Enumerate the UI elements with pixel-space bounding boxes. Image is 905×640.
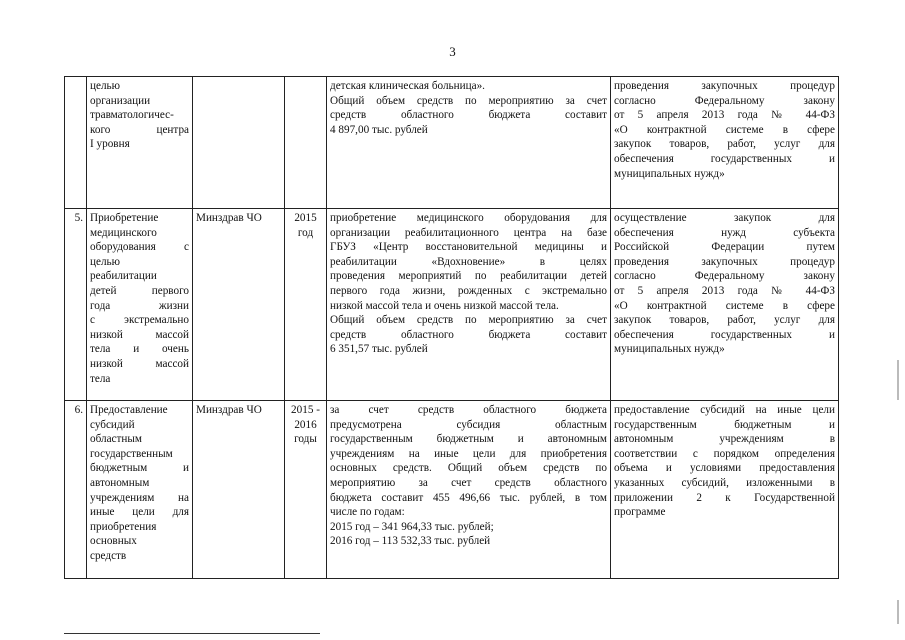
measure-name-line: Предоставление xyxy=(90,404,168,416)
content-line: 2016 год – 113 532,33 тыс. рублей xyxy=(330,535,491,548)
table-row xyxy=(65,209,839,401)
mechanism-line: обеспечения государственных и xyxy=(614,152,835,165)
measure-name-line: бюджетным и xyxy=(90,462,189,475)
measure-name-line: автономным xyxy=(90,476,150,489)
row-number-cell: 5. xyxy=(65,209,87,401)
measure-name-cell xyxy=(87,209,193,401)
page-number: 3 xyxy=(449,44,456,59)
mechanism-line: объема и условиями предоставления xyxy=(614,462,835,475)
content-line: 2015 год – 341 964,33 тыс. рублей; xyxy=(330,520,494,533)
period-line: 2016 xyxy=(294,418,317,431)
mechanism-line: от 5 апреля 2013 года № 44-ФЗ xyxy=(614,109,835,122)
content-line: приобретение медицинского оборудования для xyxy=(330,212,607,224)
content-line: ГБУЗ «Центр восстановительной медицины и xyxy=(330,241,607,254)
content-line: средств областного бюджета составит xyxy=(330,328,607,341)
measure-name-line: иные цели для xyxy=(90,506,189,519)
mechanism-line: согласно Федеральному закону xyxy=(614,270,835,283)
content-line: мероприятию за счет средств областного xyxy=(330,476,607,489)
content-line: Общий объем средств по мероприятию за счет xyxy=(330,314,607,327)
mechanism-line: «О контрактной системе в сфере xyxy=(614,299,835,312)
row-number-cell xyxy=(65,77,87,209)
mechanism-line: от 5 апреля 2013 года № 44-ФЗ xyxy=(614,284,835,297)
content-cell xyxy=(327,209,611,401)
content-line: учреждениям на иные цели для приобретения xyxy=(330,447,607,460)
measure-name-line: детей первого xyxy=(90,284,189,297)
content-line: 6 351,57 тыс. рублей xyxy=(330,343,428,356)
mechanism-cell xyxy=(611,77,839,209)
executor-cell: Минздрав ЧО xyxy=(193,209,285,401)
measures-table xyxy=(64,76,839,579)
mechanism-line: Российской Федерации путем xyxy=(614,241,835,254)
measure-name-cell xyxy=(87,401,193,579)
content-line: реабилитации «Вдохновение» в целях xyxy=(330,255,607,268)
content-line: числе по годам: xyxy=(330,506,405,519)
content-line: государственным бюджетным и автономным xyxy=(330,433,607,446)
scan-artifact xyxy=(897,600,899,624)
measure-name-line: I уровня xyxy=(90,138,130,151)
content-line: низкой массой тела и очень низкой массой тела. xyxy=(330,299,559,312)
measure-name-line: целью xyxy=(90,255,120,268)
mechanism-line: согласно Федеральному закону xyxy=(614,94,835,107)
mechanism-line: закупок товаров, работ, услуг для xyxy=(614,138,835,151)
measure-name-line: тела xyxy=(90,372,111,385)
period-cell xyxy=(285,209,327,401)
mechanism-line: автономным учреждениям в xyxy=(614,433,835,446)
measure-name-line: учреждениям на xyxy=(90,491,189,504)
period-line: 2015 xyxy=(294,212,317,224)
mechanism-line: указанных субсидий, изложенными в xyxy=(614,476,835,489)
measure-name-line: тела и очень xyxy=(90,343,189,356)
content-line: основных средств. Общий объем средств по xyxy=(330,462,607,475)
mechanism-line: обеспечения нужд субъекта xyxy=(614,226,835,239)
content-line: первого года жизни, рожденных с экстремально xyxy=(330,284,607,297)
mechanism-line: осуществление закупок для xyxy=(614,212,835,224)
period-line: год xyxy=(297,226,314,239)
measure-name-line: Приобретение xyxy=(90,212,159,224)
content-line: за счет средств областного бюджета xyxy=(330,404,607,416)
mechanism-cell xyxy=(611,209,839,401)
measure-name-line: с экстремально xyxy=(90,314,189,327)
period-line: годы xyxy=(294,433,317,446)
measure-name-line: кого центра xyxy=(90,123,189,136)
measure-name-line: низкой массой xyxy=(90,328,189,341)
measure-name-line: травматологичес- xyxy=(90,109,174,122)
measure-name-line: низкой массой xyxy=(90,357,189,370)
measure-name-line: областным xyxy=(90,433,142,446)
mechanism-line: муниципальных нужд» xyxy=(614,167,725,180)
content-line: проведения мероприятий по реабилитации детей xyxy=(330,270,607,283)
mechanism-line: обеспечения государственных и xyxy=(614,328,835,341)
content-line: средств областного бюджета составит xyxy=(330,109,607,122)
mechanism-line: проведения закупочных процедур xyxy=(614,255,835,268)
table-row xyxy=(65,401,839,579)
mechanism-line: соответствии с порядком определения xyxy=(614,447,835,460)
content-line: 4 897,00 тыс. рублей xyxy=(330,123,428,136)
measure-name-line: медицинского xyxy=(90,226,157,239)
content-line: бюджета составит 455 496,66 тыс. рублей, в том xyxy=(330,491,607,504)
footnote-rule xyxy=(64,633,320,634)
measure-name-cell xyxy=(87,77,193,209)
mechanism-line: муниципальных нужд» xyxy=(614,343,725,356)
mechanism-line: предоставление субсидий на иные цели xyxy=(614,404,835,416)
content-cell xyxy=(327,401,611,579)
executor-cell: Минздрав ЧО xyxy=(193,401,285,579)
content-cell xyxy=(327,77,611,209)
mechanism-line: приложении 2 к Государственной xyxy=(614,491,835,504)
table-row xyxy=(65,77,839,209)
mechanism-line: «О контрактной системе в сфере xyxy=(614,123,835,136)
period-cell xyxy=(285,401,327,579)
row-number-cell: 6. xyxy=(65,401,87,579)
content-line: предусмотрена субсидия областным xyxy=(330,418,607,431)
measure-name-line: оборудования с xyxy=(90,241,189,254)
measure-name-line: реабилитации xyxy=(90,270,157,283)
measure-name-line: приобретения xyxy=(90,520,157,533)
content-line: детская клиническая больница». xyxy=(330,80,485,92)
scan-artifact xyxy=(897,360,899,400)
period-cell xyxy=(285,77,327,209)
measure-name-line: субсидий xyxy=(90,418,135,431)
measure-name-line: государственным xyxy=(90,447,173,460)
measure-name-line: целью xyxy=(90,80,120,92)
mechanism-line: программе xyxy=(614,506,666,519)
mechanism-line: государственным бюджетным и xyxy=(614,418,835,431)
period-line: 2015 - xyxy=(291,404,320,416)
executor-cell xyxy=(193,77,285,209)
mechanism-line: проведения закупочных процедур xyxy=(614,80,835,92)
content-line: Общий объем средств по мероприятию за счет xyxy=(330,94,607,107)
mechanism-cell xyxy=(611,401,839,579)
measure-name-line: средств xyxy=(90,549,127,562)
measure-name-line: года жизни xyxy=(90,299,189,312)
mechanism-line: закупок товаров, работ, услуг для xyxy=(614,314,835,327)
measure-name-line: организации xyxy=(90,94,151,107)
content-line: организации реабилитационного центра на базе xyxy=(330,226,607,239)
measure-name-line: основных xyxy=(90,535,137,548)
